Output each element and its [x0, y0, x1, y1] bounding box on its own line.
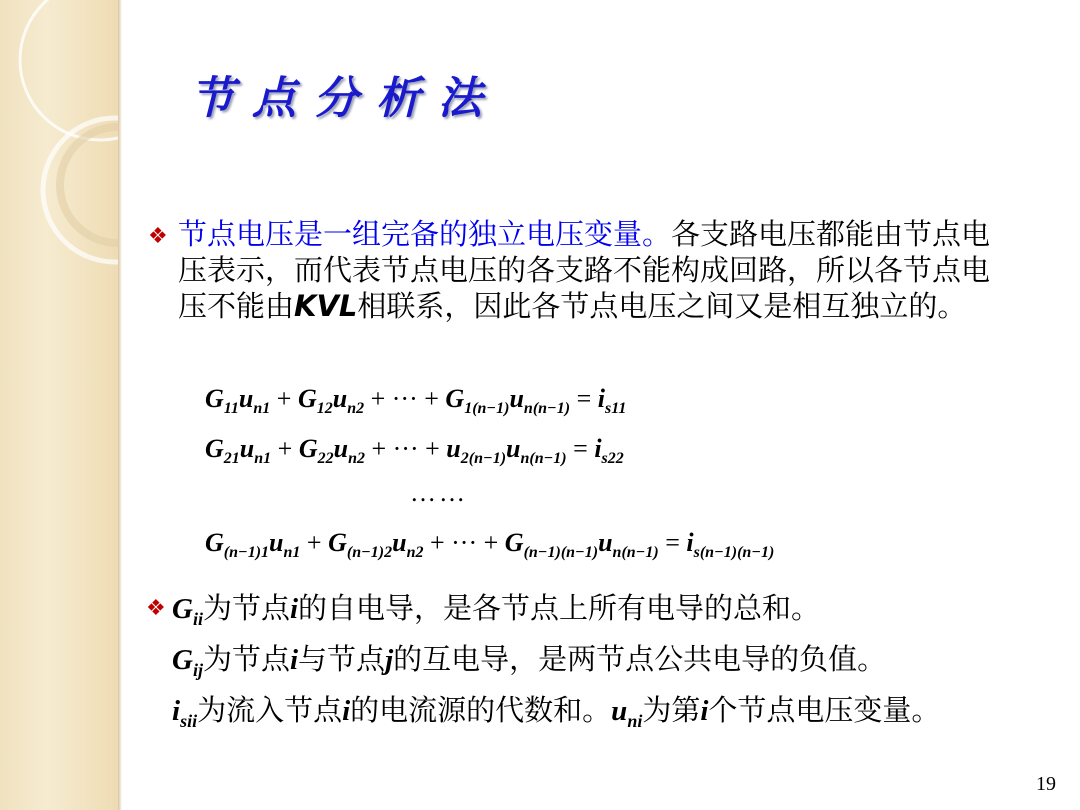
var-u: u [611, 694, 628, 727]
text: 与节点 [298, 641, 386, 676]
var-i: i [342, 694, 351, 727]
var-sub: sii [180, 710, 198, 731]
var-j: j [385, 643, 394, 676]
bullet1-paragraph [178, 216, 1018, 324]
text: 的电流源的代数和。 [350, 692, 612, 727]
bullet-diamond-icon: ❖ [148, 224, 168, 249]
equation-ellipsis: …… [410, 478, 468, 507]
equation-row-2: $G_{21}u_{n1} + G_{22}u_{n2}$ + ··· + $u_{2(n-1)}u_{n(n-1)} = i_{s22}$ [205, 434, 624, 468]
var-sub: ij [192, 659, 203, 680]
bullet2-paragraph [172, 588, 1072, 740]
bullet1-text-a: 各支路电压都能由节点电压表示，而代表节点电压的各支路不能构成回路，所以各节点电压不能由 [178, 217, 991, 323]
text: 为流入节点 [197, 692, 343, 727]
text: 为节点 [202, 591, 290, 625]
page-number: 19 [1036, 773, 1056, 795]
sidebar-edge [118, 0, 122, 810]
var-sub: ii [192, 608, 203, 629]
bullet2-line-2 [172, 639, 1072, 690]
sidebar-rings-decoration [0, 0, 118, 810]
var-G: G [172, 643, 193, 676]
text: 为第 [642, 692, 701, 727]
bullet1-highlight: 节点电压是一组完备的独立电压变量。 [178, 217, 672, 251]
decorative-sidebar [0, 0, 118, 810]
text: 的互电导，是两节点公共电导的负值。 [393, 641, 887, 676]
bullet-diamond-icon: ❖ [146, 596, 166, 621]
text: 个节点电压变量。 [708, 692, 941, 727]
bullet2-line-1 [172, 588, 1072, 639]
var-G: G [172, 593, 193, 625]
var-i: i [289, 593, 299, 625]
bullet2-line-3 [172, 690, 1032, 741]
equation-row-1: $G_{11}u_{n1} + G_{12}u_{n2}$ + ··· + $G_{1(n-1)}u_{n(n-1)} = i_{s11}$ [205, 384, 627, 418]
text: 为节点 [202, 641, 290, 676]
equation-row-n: $G_{(n-1)1}u_{n1} + G_{(n-1)2}u_{n2}$ + ··· + $G_{(n-1)(n-1)}u_{n(n-1)} = i_{s(n-1)(n-1)}$ [205, 528, 775, 562]
slide-title: 节点分析法 [190, 73, 500, 124]
var-i: i [172, 694, 181, 727]
bullet1-kvl: KVL [294, 289, 358, 323]
var-i: i [700, 694, 709, 727]
var-i: i [289, 643, 299, 676]
text: 的自电导，是各节点上所有电导的总和。 [298, 591, 821, 625]
bullet1-text-b: 相联系，因此各节点电压之间又是相互独立的。 [357, 289, 967, 323]
var-sub: ni [627, 710, 643, 731]
